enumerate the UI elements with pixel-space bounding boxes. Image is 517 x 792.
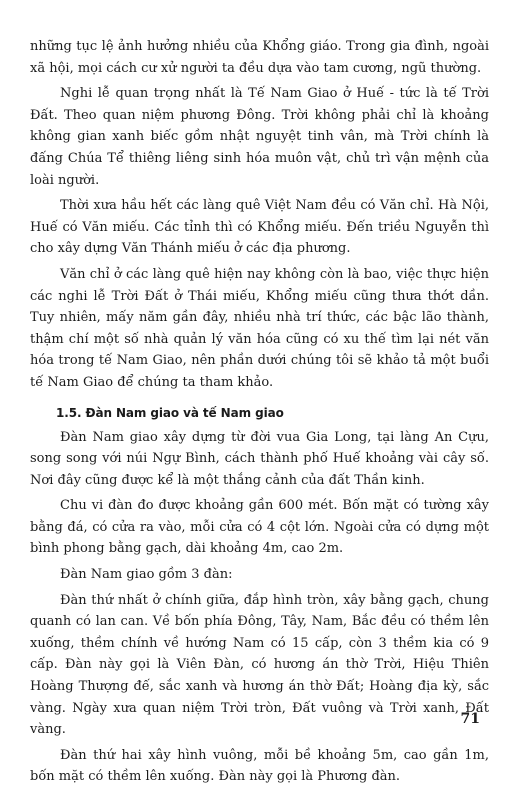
paragraph-chu-vi: Chu vi đàn đo được khoảng gần 600 mét. Bốn mặt có tường xây bằng đá, có cửa ra vào, mỗi cửa có 4 cột lớn. Ngoài cửa có dựng một bình phong bằng gạch, dài khoảng 4m, cao 2m. (30, 498, 489, 557)
page-number: 71 (460, 711, 480, 727)
paragraph-gom-3-dan: Đàn Nam giao gồm 3 đàn: (60, 567, 233, 583)
paragraph-continued: những tục lệ ảnh hưởng nhiều của Khổng giáo. Trong gia đình, ngoài xã hội, mọi cách cư xử người ta đều dựa vào tam cương, ngũ thường. (30, 39, 489, 76)
paragraph-dan-thu-hai: Đàn thứ hai xây hình vuông, mỗi bề khoảng 5m, cao gần 1m, bốn mặt có thềm lên xuống. Đàn này gọi là Phương đàn. (30, 747, 489, 785)
paragraph-van-chi: Thời xưa hầu hết các làng quê Việt Nam đều có Văn chỉ. Hà Nội, Huế có Văn miếu. Các tỉnh thì có Khổng miếu. Đến triều Nguyễn thì cho xây dựng Văn Thánh miếu ở các địa phương. (30, 198, 489, 257)
paragraph-dan-nam-giao-history: Đàn Nam giao xây dựng từ đời vua Gia Long, tại làng An Cựu, song song với núi Ngự Bình, cách thành phố Huế khoảng vài cây số. Nơi đây cũng được kể là một thắng cảnh của đất Thần kinh. (30, 429, 489, 488)
paragraph-te-nam-giao-hue: Nghi lễ quan trọng nhất là Tế Nam Giao ở Huế - tức là tế Trời Đất. Theo quan niệm phương Đông. Trời không phải chỉ là khoảng không gian xanh biếc gồm nhật nguyệt tinh vân, mà Trời chính là đấng Chúa Tể thiêng liêng sinh hóa muôn vật, chủ trì vận mệnh của loài người. (30, 86, 489, 188)
body-text (30, 36, 489, 792)
paragraph-dan-thu-nhat: Đàn thứ nhất ở chính giữa, đắp hình tròn, xây bằng gạch, chung quanh có lan can. Về bốn phía Đông, Tây, Nam, Bắc đều có thềm lên xuống, thềm chính về hướng Nam có 15 cấp, còn 3 thềm kia có 9 cấp. Đàn này gọi là Viên Đàn, có hương án thờ Trời, Hiệu Thiên Hoàng Thượng đế, sắc xanh và hương án thờ Đất; Hoàng địa kỳ, sắc vàng. Ngày xưa quan niệm Trời tròn, Đất vuông và Trời xanh, Đất vàng. (30, 592, 489, 738)
paragraph-van-chi-hien-nay: Văn chỉ ở các làng quê hiện nay không còn là bao, việc thực hiện các nghi lễ Trời Đất ở Thái miếu, Khổng miếu cũng thưa thớt dần. Tuy nhiên, mấy năm gần đây, nhiều nhà trí thức, các bậc lão thành, thậm chí một số nhà quản lý văn hóa cũng có xu thế tìm lại nét văn hóa trong tế Nam Giao, nên phần dưới chúng tôi sẽ khảo tả một buổi tế Nam Giao để chúng ta tham khảo. (30, 266, 489, 390)
section-heading: 1.5. Đàn Nam giao và tế Nam giao (56, 405, 284, 420)
